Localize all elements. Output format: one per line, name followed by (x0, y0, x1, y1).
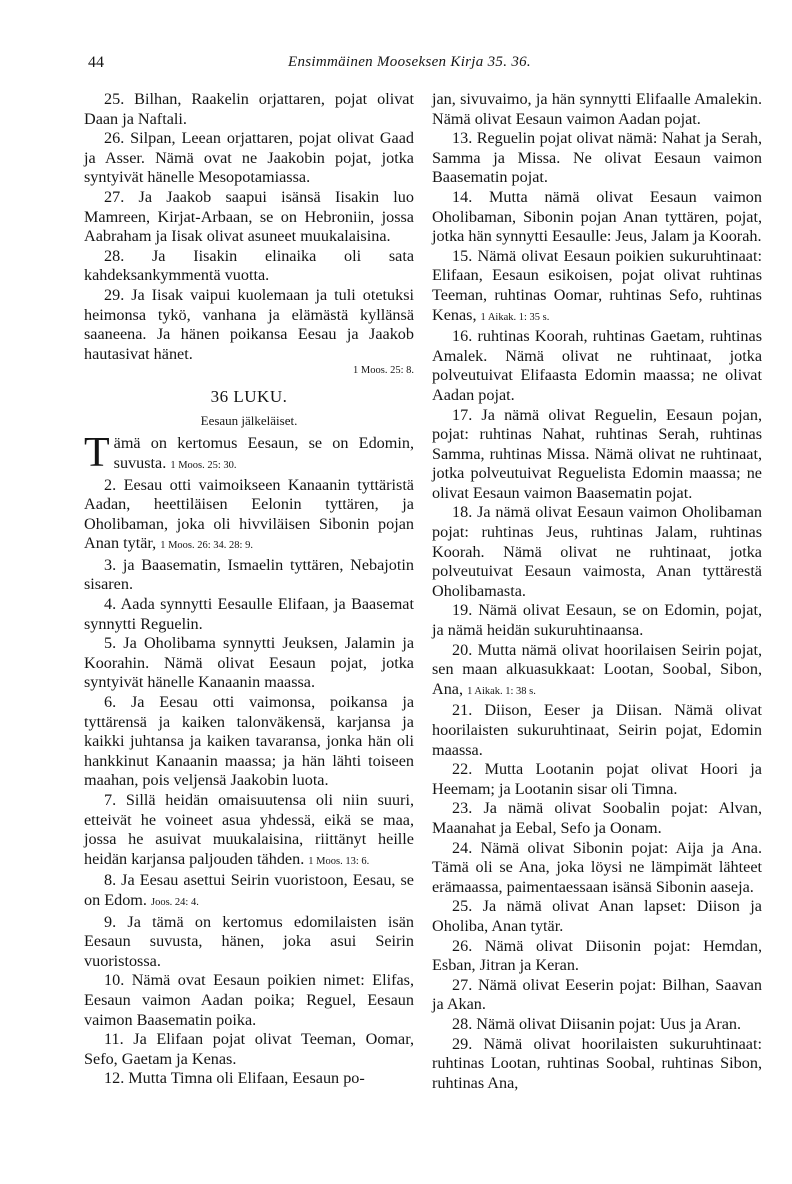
right-verses (432, 129, 762, 1093)
verse (432, 839, 762, 898)
verse-text: 27. Ja Jaakob saapui isänsä Iisakin luo Mamreen, Kirjat-Arbaan, se on Hebroniin, jossa Aabraham ja Iisak olivat asuneet muukalaisina. (84, 187, 414, 246)
verse-text: 13. Reguelin pojat olivat nämä: Nahat ja Serah, Samma ja Missa. Ne olivat Eesaun vaimon Baasematin pojat. (432, 129, 762, 187)
cross-reference: 1 Aikak. 1: 38 s. (467, 685, 536, 697)
verse-1 (84, 430, 414, 477)
verse (432, 976, 762, 1015)
verse-text: 29. Ja Iisak vaipui kuolemaan ja tuli otetuksi heimonsa tykö, vanhana ja elämästä kyllänsä saaneena. Ja hänen poikansa Eesau ja Jaakob hautasivat hänet. (84, 285, 414, 363)
verse (84, 634, 414, 693)
verse-text: 25. Ja nämä olivat Anan lapset: Diison ja Oholiba, Anan tytär. (432, 897, 762, 935)
right-column (432, 90, 762, 1093)
verse (84, 871, 414, 912)
verse (432, 1015, 762, 1035)
verse (432, 760, 762, 799)
verse (432, 937, 762, 976)
verse (84, 791, 414, 871)
verse (432, 503, 762, 601)
verse-text: 25. Bilhan, Raakelin orjattaren, pojat olivat Daan ja Naftali. (84, 90, 414, 128)
verse-text: 27. Nämä olivat Eeserin pojat: Bilhan, Saavan ja Akan. (432, 975, 762, 1014)
verse (432, 799, 762, 838)
verse-text: 2. Eesau otti vaimoikseen Kanaanin tyttäristä Aadan, heettiläisen Eelonin tyttären, ja Oholibaman, joka oli hivviläisen Sibonin pojan Anan tytär, (84, 475, 414, 553)
verse-text: 29. Nämä olivat hoorilaisten sukuruhtinaat: ruhtinas Lootan, ruhtinas Soobal, ruhtinas Sibon, ruhtinas Ana, (432, 1034, 762, 1092)
verse-text: 28. Nämä olivat Diisanin pojat: Uus ja Aran. (452, 1014, 742, 1033)
verse-text: 26. Nämä olivat Diisonin pojat: Hemdan, Esban, Jitran ja Keran. (432, 936, 762, 975)
verse-continuation: jan, sivuvaimo, ja hän synnytti Elifaalle Amalekin. Nämä olivat Eesaun vaimon Aadan pojat. (432, 90, 762, 128)
verse (84, 286, 414, 364)
verse-text: 22. Mutta Lootanin pojat olivat Hoori ja Heemam; ja Lootanin sisar oli Timna. (432, 760, 762, 798)
running-title: Ensimmäinen Mooseksen Kirja 35. 36. (288, 54, 531, 70)
cross-reference: 1 Moos. 25: 8. (353, 365, 414, 377)
verse (84, 188, 414, 247)
verse (432, 1035, 762, 1094)
drop-cap: T (84, 430, 110, 477)
verse (432, 701, 762, 760)
verse (432, 188, 762, 247)
verse (84, 913, 414, 972)
verse (432, 601, 762, 640)
verse-text: 5. Ja Oholibama synnytti Jeuksen, Jalamin ja Koorahin. Nämä olivat Eesaun pojat, jotka syntyivät hänelle Kanaanin maassa. (84, 634, 414, 692)
cross-reference: 1 Aikak. 1: 35 s. (480, 311, 550, 323)
page-header (88, 54, 768, 78)
verse (84, 595, 414, 634)
verse-text: 28. Ja Iisakin elinaika oli sata kahdeksankymmentä vuotta. (84, 246, 414, 285)
left-verses-before (84, 90, 414, 364)
cross-reference: 1 Moos. 25: 30. (170, 459, 237, 471)
chapter-heading: 36 LUKU. (210, 387, 288, 407)
verse-text: 26. Silpan, Leean orjattaren, pojat olivat Gaad ja Asser. Nämä ovat ne Jaakobin pojat, jotka syntyivät hänelle Mesopotamiassa. (84, 129, 414, 187)
verse-text: 9. Ja tämä on kertomus edomilaisten isän Eesaun suvusta, hänen, joka asui Seirin vuoristossa. (84, 912, 414, 970)
verse-text: 8. Ja Eesau asettui Seirin vuoristoon, Eesau, se on Edom. (84, 871, 414, 909)
verse-text: 12. Mutta Timna oli Elifaan, Eesaun po- (104, 1069, 365, 1088)
verse-text: 3. ja Baasematin, Ismaelin tyttären, Nebajotin sisaren. (84, 555, 414, 594)
verse (432, 327, 762, 405)
verse (84, 129, 414, 188)
verse (84, 693, 414, 791)
verse-text: 4. Aada synnytti Eesaulle Elifaan, ja Baasemat synnytti Reguelin. (84, 595, 414, 633)
verse (84, 556, 414, 595)
cross-reference: 1 Moos. 13: 6. (308, 855, 370, 867)
verse-text: 21. Diison, Eeser ja Diisan. Nämä olivat hoorilaisten sukuruhtinaat, Seirin pojat, Edomin maassa. (432, 701, 762, 759)
verse (84, 971, 414, 1030)
left-column (84, 90, 414, 1089)
verse-text: 20. Mutta nämä olivat hoorilaisen Seirin pojat, sen maan alkuasukkaat: Lootan, Soobal, Sibon, Ana, (432, 640, 762, 698)
verse (432, 247, 762, 327)
page-number: 44 (88, 54, 104, 71)
verse-text: 18. Ja nämä olivat Eesaun vaimon Oholibaman pojat: ruhtinas Jeus, ruhtinas Jalam, ruhtinas Koorah. Nämä olivat ne ruhtinaat, jotka polveutuivat Eesaun vaimosta, Anan tyttärestä Oholibamasta. (432, 503, 762, 600)
verse-text: 19. Nämä olivat Eesaun, se on Edomin, pojat, ja nämä heidän sukuruhtinaansa. (432, 601, 762, 640)
verse-text: 11. Ja Elifaan pojat olivat Teeman, Oomar, Sefo, Gaetam ja Kenas. (84, 1030, 414, 1068)
verse (84, 90, 414, 129)
verse-text: 10. Nämä ovat Eesaun poikien nimet: Elifas, Eesaun vaimon Aadan poika; Reguel, Eesaun vaimon Baasematin poika. (84, 971, 414, 1029)
left-verses-after (84, 476, 414, 1089)
verse-text: 16. ruhtinas Koorah, ruhtinas Gaetam, ruhtinas Amalek. Nämä olivat ne ruhtinaat, jotka polveutuivat Elifaasta Edomin maassa; ne olivat Aadan pojat. (432, 327, 762, 404)
verse-text: 24. Nämä olivat Sibonin pojat: Aija ja Ana. Tämä oli se Ana, joka löysi ne lämpimät lähteet erämaassa, paimentaessaan isänsä Sibonin aaseja. (432, 838, 762, 896)
verse-text: 14. Mutta nämä olivat Eesaun vaimon Oholibaman, Sibonin pojan Anan tyttären, pojat, jotka hän synnytti Eesaulle: Jeus, Jalam ja Koorah. (432, 187, 762, 246)
verse-text: 17. Ja nämä olivat Reguelin, Eesaun pojan, pojat: ruhtinas Nahat, ruhtinas Serah, ruhtinas Samma, ruhtinas Missa. Nämä olivat ne ruhtinaat, jotka polveutuivat Reguelista Edomin maassa; ne olivat Eesaun vaimon Baasematin pojat. (432, 405, 762, 502)
verse (84, 1030, 414, 1069)
chapter-subheading: Eesaun jälkeläiset. (200, 413, 298, 429)
verse (84, 476, 414, 556)
verse (84, 247, 414, 286)
verse-text: 6. Ja Eesau otti vaimonsa, poikansa ja tyttärensä ja kaiken talonväkensä, karjansa ja kaikki juhtansa ja kaiken tavaransa, jonka hän oli hankkinut Kanaanin maassa; ja hän lähti toiseen maahan, pois veljensä Jaakobin luota. (84, 693, 414, 790)
verse (84, 1069, 414, 1089)
verse (432, 897, 762, 936)
verse (432, 129, 762, 188)
verse-1-text: ämä on kertomus Eesaun, se on Edomin, suvusta. (113, 434, 414, 472)
cross-reference: Joos. 24: 4. (151, 896, 199, 908)
verse (432, 641, 762, 702)
verse-text: 23. Ja nämä olivat Soobalin pojat: Alvan, Maanahat ja Eebal, Sefo ja Oonam. (432, 799, 762, 837)
verse-text: 7. Sillä heidän omaisuutensa oli niin suuri, etteivät he voineet asua yhdessä, eikä se maa, jossa he asuivat muukalaisina, riittänyt heille heidän karjansa paljouden tähden. (84, 791, 414, 868)
verse (432, 406, 762, 504)
verse-text: 15. Nämä olivat Eesaun poikien sukuruhtinaat: Elifaan, Eesaun esikoisen, pojat olivat ruhtinas Teeman, ruhtinas Oomar, ruhtinas Sefo, ruhtinas Kenas, (432, 246, 762, 324)
cross-reference: 1 Moos. 26: 34. 28: 9. (160, 540, 253, 552)
